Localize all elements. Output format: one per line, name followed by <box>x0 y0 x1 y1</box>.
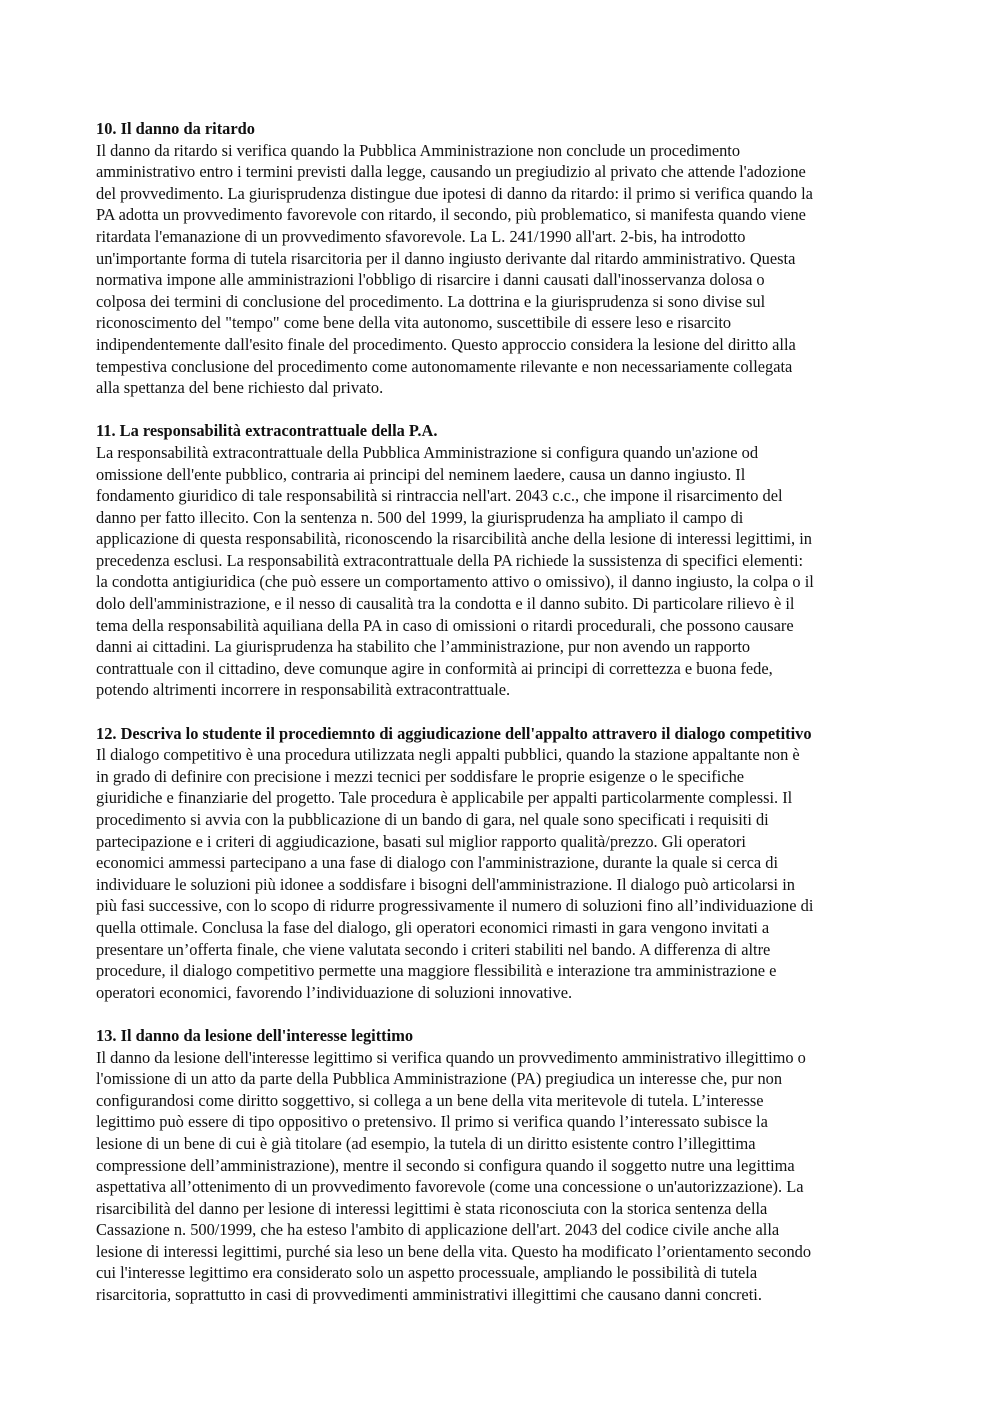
body-line: ritardata l'emanazione di un provvedimento sfavorevole. La L. 241/1990 all'art. 2-bis, ha introdotto <box>96 226 746 246</box>
body-line: cui l'interesse legittimo era considerato solo un aspetto processuale, ampliando le possibilità di tutela <box>96 1263 758 1283</box>
body-line: risarcibilità del danno per lesione di interessi legittimi è stata riconosciuta con la storica sentenza della <box>96 1198 768 1218</box>
body-line: alla spettanza del bene richiesto dal privato. <box>96 378 384 398</box>
body-line: presentare un’offerta finale, che viene valutata secondo i criteri stabiliti nel bando. A differenza di altre <box>96 939 771 959</box>
section-12 <box>96 723 908 1004</box>
section-heading: 11. La responsabilità extracontrattuale della P.A. <box>96 421 438 441</box>
section-body <box>96 140 908 399</box>
body-line: potendo altrimenti incorrere in responsabilità extracontrattuale. <box>96 680 511 700</box>
body-line: amministrativo entro i termini previsti dalla legge, causando un pregiudizio al privato che attende l'adozione <box>96 162 806 182</box>
body-line: l'omissione di un atto da parte della Pubblica Amministrazione (PA) pregiudica un interesse che, pur non <box>96 1069 783 1089</box>
body-line: individuare le soluzioni più idonee a soddisfare i bisogni dell'amministrazione. Il dialogo può articolarsi in <box>96 874 795 894</box>
body-line: procedure, il dialogo competitivo permette una maggiore flessibilità e interazione tra amministrazione e <box>96 961 777 981</box>
section-body <box>96 442 908 701</box>
section-heading: 10. Il danno da ritardo <box>96 119 255 138</box>
body-line: operatori economici, favorendo l’individuazione di soluzioni innovative. <box>96 982 573 1002</box>
body-line: configurandosi come diritto soggettivo, si collega a un bene della vita meritevole di tutela. L’interesse <box>96 1090 764 1110</box>
body-line: contrattuale con il cittadino, deve comunque agire in conformità ai principi di correttezza e buona fede, <box>96 658 773 678</box>
body-line: applicazione di questa responsabilità, riconoscendo la risarcibilità anche della lesione di interessi legittimi, in <box>96 529 812 549</box>
section-11 <box>96 420 908 701</box>
body-line: danno per fatto illecito. Con la sentenza n. 500 del 1999, la giurisprudenza ha ampliato il campo di <box>96 507 744 527</box>
body-line: tema della responsabilità aquiliana della PA in caso di omissioni o ritardi procedurali, che possono causare <box>96 615 794 635</box>
body-line: partecipazione e i criteri di aggiudicazione, basati sul miglior rapporto qualità/prezzo. Gli operatori <box>96 831 746 851</box>
body-line: quella ottimale. Conclusa la fase del dialogo, gli operatori economici rimasti in gara vengono invitati a <box>96 917 770 937</box>
body-line: la condotta antigiuridica (che può essere un comportamento attivo o omissivo), il danno ingiusto, la colpa o il <box>96 572 814 592</box>
body-line: dolo dell'amministrazione, e il nesso di causalità tra la condotta e il danno subito. Di particolare rilievo è il <box>96 594 795 614</box>
body-line: colposa dei termini di conclusione del procedimento. La dottrina e la giurisprudenza si sono divise sul <box>96 291 766 311</box>
section-heading: 13. Il danno da lesione dell'interesse legittimo <box>96 1025 414 1045</box>
document-page <box>96 118 908 1327</box>
section-body <box>96 744 908 1003</box>
body-line: normativa impone alle amministrazioni l'obbligo di risarcire i danni causati dall'inosservanza dolosa o <box>96 270 765 290</box>
body-line: riconoscimento del "tempo" come bene della vita autonomo, suscettibile di essere leso e risarcito <box>96 313 732 333</box>
body-line: PA adotta un provvedimento favorevole con ritardo, il secondo, più problematico, si manifesta quando viene <box>96 205 806 225</box>
section-heading: 12. Descriva lo studente il procediemnto di aggiudicazione dell'appalto attravero il dialogo competitivo <box>96 723 812 743</box>
body-line: del provvedimento. La giurisprudenza distingue due ipotesi di danno da ritardo: il primo si verifica quando la <box>96 183 813 203</box>
body-line: fondamento giuridico di tale responsabilità si rintraccia nell'art. 2043 c.c., che impone il risarcimento del <box>96 486 783 506</box>
body-line: legittimo può essere di tipo oppositivo o pretensivo. Il primo si verifica quando l’interessato subisce la <box>96 1112 768 1132</box>
body-line: Il dialogo competitivo è una procedura utilizzata negli appalti pubblici, quando la stazione appaltante non è <box>96 745 800 765</box>
body-line: precedenza esclusi. La responsabilità extracontrattuale della PA richiede la sussistenza di specifici elementi: <box>96 550 804 570</box>
body-line: un'importante forma di tutela risarcitoria per il danno ingiusto derivante dal ritardo amministrativo. Questa <box>96 248 796 268</box>
body-line: aspettativa all’ottenimento di un provvedimento favorevole (come una concessione o un'autorizzazione). La <box>96 1177 804 1197</box>
body-line: La responsabilità extracontrattuale della Pubblica Amministrazione si configura quando un'azione od <box>96 442 759 462</box>
section-10 <box>96 118 908 399</box>
section-body <box>96 1047 908 1306</box>
section-13 <box>96 1025 908 1306</box>
body-line: compressione dell’amministrazione), mentre il secondo si configura quando il soggetto nutre una legittima <box>96 1155 795 1175</box>
body-line: Il danno da ritardo si verifica quando la Pubblica Amministrazione non conclude un procedimento <box>96 140 741 160</box>
body-line: lesione di un bene di cui è già titolare (ad esempio, la tutela di un diritto esistente contro l’illegittima <box>96 1133 756 1153</box>
body-line: più fasi successive, con lo scopo di ridurre progressivamente il numero di soluzioni fino all’individuazione di <box>96 896 814 916</box>
body-line: lesione di interessi legittimi, purché sia leso un bene della vita. Questo ha modificato l’orientamento secondo <box>96 1241 812 1261</box>
body-line: indipendentemente dall'esito finale del procedimento. Questo approccio considera la lesione del diritto alla <box>96 334 796 354</box>
body-line: omissione dell'ente pubblico, contraria ai principi del neminem laedere, causa un danno ingiusto. Il <box>96 464 746 484</box>
body-line: tempestiva conclusione del procedimento come autonomamente rilevante e non necessariamente collegata <box>96 356 793 376</box>
body-line: economici ammessi partecipano a una fase di dialogo con l'amministrazione, durante la quale si cerca di <box>96 853 778 873</box>
body-line: Il danno da lesione dell'interesse legittimo si verifica quando un provvedimento amministrativo illegittimo o <box>96 1047 806 1067</box>
body-line: procedimento si avvia con la pubblicazione di un bando di gara, nel quale sono specificati i requisiti di <box>96 810 769 829</box>
body-line: giuridiche e finanziarie del progetto. Tale procedura è applicabile per appalti particolarmente complessi. Il <box>96 788 793 808</box>
body-line: risarcitoria, soprattutto in casi di provvedimenti amministrativi illegittimi che causano danni concreti. <box>96 1285 762 1305</box>
body-line: Cassazione n. 500/1999, che ha esteso l'ambito di applicazione dell'art. 2043 del codice civile anche alla <box>96 1220 780 1240</box>
body-line: in grado di definire con precisione i mezzi tecnici per soddisfare le proprie esigenze o le specifiche <box>96 766 745 786</box>
body-line: danni ai cittadini. La giurisprudenza ha stabilito che l’amministrazione, pur non avendo un rapporto <box>96 637 751 657</box>
